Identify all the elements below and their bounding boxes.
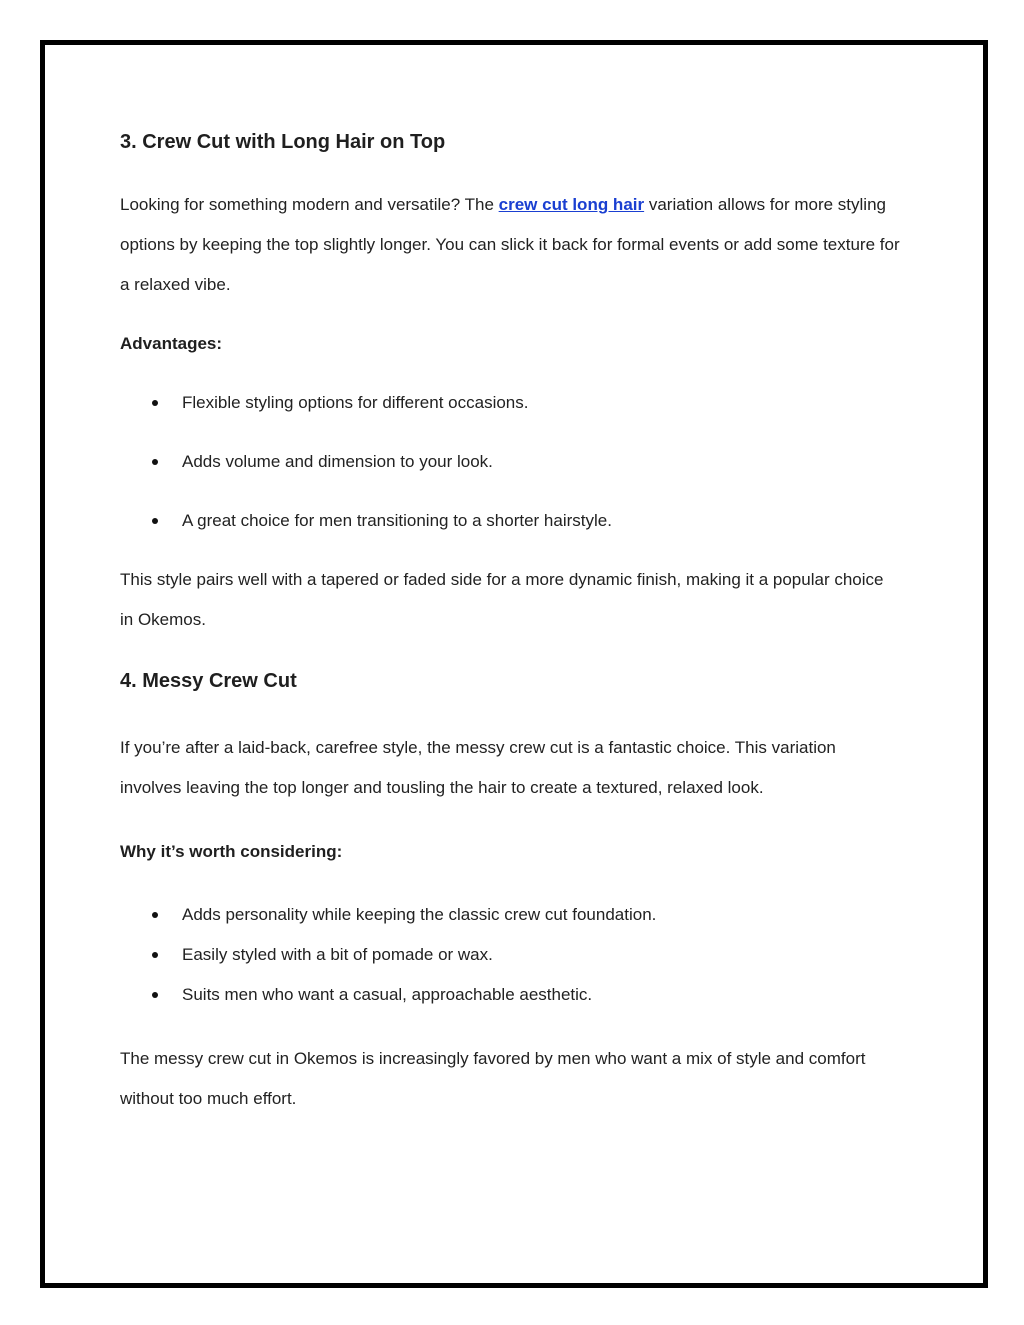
list-item — [150, 945, 493, 965]
bullet-icon — [152, 400, 158, 406]
section4-intro: If you’re after a laid-back, carefree style, the messy crew cut is a fantastic choice. This variation involves leaving the top longer and tousling the hair to create a textured, relaxed look. — [120, 738, 836, 797]
list-item — [150, 905, 656, 925]
advantages-label: Advantages: — [120, 334, 223, 353]
section3-intro-after: variation allows for more styling options by keeping the top slightly longer. You can slick it back for formal events or add some texture for a relaxed vibe. — [120, 195, 900, 294]
why-label: Why it’s worth considering: — [120, 842, 343, 861]
bullet-icon — [152, 912, 158, 918]
section3-closing: This style pairs well with a tapered or faded side for a more dynamic finish, making it a popular choice in Okemos. — [120, 570, 884, 629]
list-item — [150, 452, 493, 472]
list-item — [150, 511, 612, 531]
crew-cut-long-hair-link[interactable]: crew cut long hair — [498, 195, 645, 214]
list-item-text: A great choice for men transitioning to a shorter hairstyle. — [182, 511, 612, 530]
section3-intro-before: Looking for something modern and versatile? The — [120, 195, 499, 214]
bullet-icon — [152, 952, 158, 958]
list-item-text: Adds personality while keeping the classic crew cut foundation. — [182, 905, 657, 924]
bullet-icon — [152, 459, 158, 465]
list-item-text: Suits men who want a casual, approachable aesthetic. — [182, 985, 593, 1004]
section4-closing: The messy crew cut in Okemos is increasingly favored by men who want a mix of style and comfort without too much effort. — [120, 1049, 866, 1108]
list-item-text: Flexible styling options for different occasions. — [182, 393, 529, 412]
bullet-icon — [152, 992, 158, 998]
list-item-text: Easily styled with a bit of pomade or wax. — [182, 945, 493, 964]
section3-intro — [120, 185, 900, 305]
list-item-text: Adds volume and dimension to your look. — [182, 452, 493, 471]
section4-heading: 4. Messy Crew Cut — [120, 670, 297, 692]
section3-heading: 3. Crew Cut with Long Hair on Top — [120, 131, 446, 153]
list-item — [150, 985, 592, 1005]
bullet-icon — [152, 518, 158, 524]
list-item — [150, 393, 528, 413]
